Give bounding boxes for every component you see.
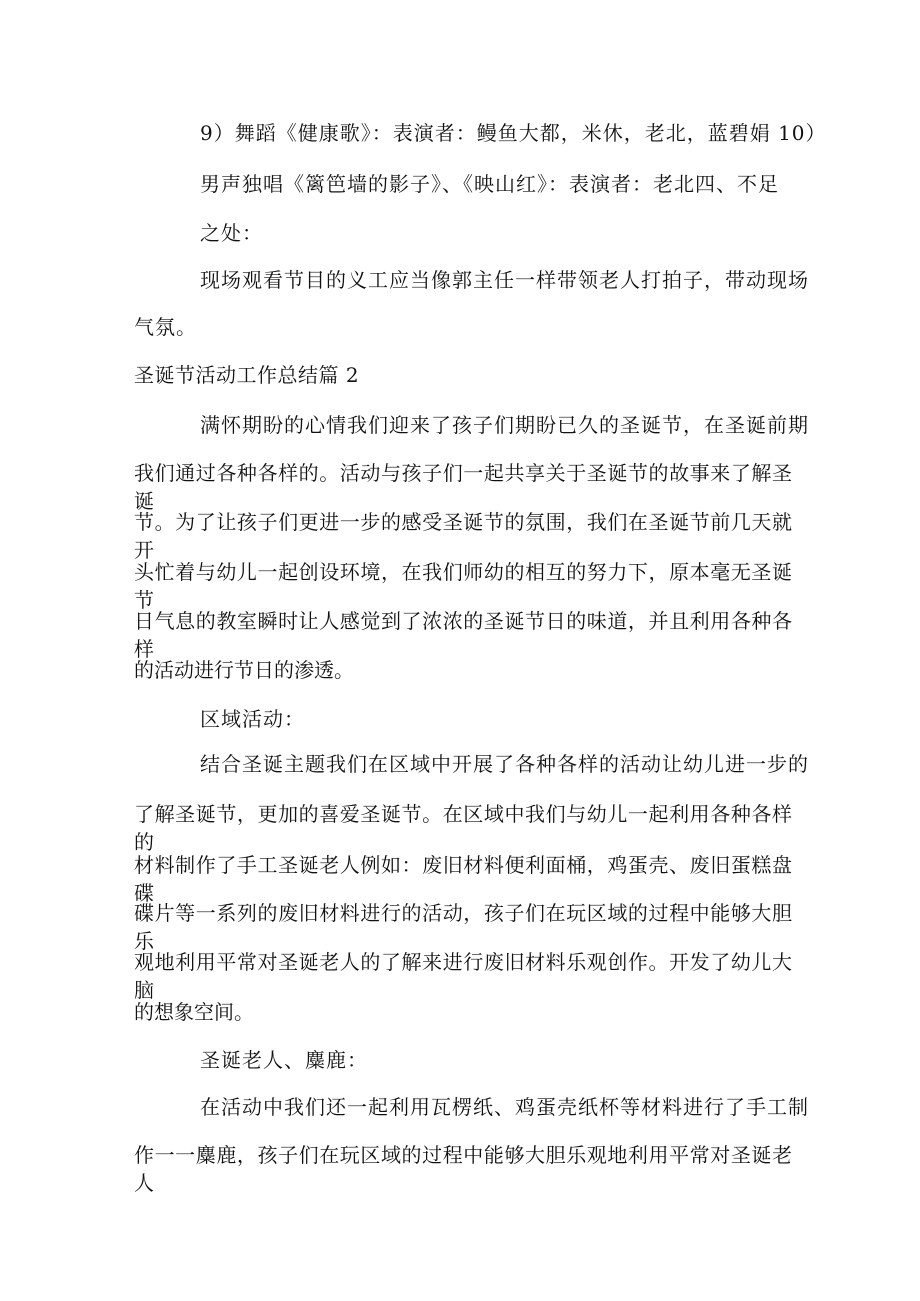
text-line-1: 9）舞蹈《健康歌》：表演者：鳗鱼大都，米休，老北，蓝碧娟 10） [200, 121, 827, 145]
text-line-12: 的活动进行节日的渗透。 [134, 658, 354, 682]
subheading-regional-activity: 区域活动： [200, 707, 305, 731]
text-line-2: 男声独唱《篱笆墙的影子》、《映山红》：表演者：老北四、不足 [200, 172, 779, 196]
text-line-17: 碟片等一系列的废旧材料进行的活动，孩子们在玩区域的过程中能够大胆乐 [134, 901, 792, 953]
text-line-18: 观地利用平常对圣诞老人的了解来进行废旧材料乐观创作。开发了幼儿大脑 [134, 950, 792, 1002]
section-heading: 圣诞节活动工作总结篇 2 [134, 363, 360, 387]
text-line-7: 满怀期盼的心情我们迎来了孩子们期盼已久的圣诞节，在圣诞前期 [200, 413, 809, 437]
text-line-4: 现场观看节目的义工应当像郭主任一样带领老人打拍子，带动现场 [200, 268, 809, 292]
text-line-19: 的想象空间。 [134, 1000, 254, 1024]
text-line-10: 头忙着与幼儿一起创设环境，在我们师幼的相互的努力下，原本毫无圣诞节 [134, 560, 792, 612]
text-line-11: 日气息的教室瞬时让人感觉到了浓浓的圣诞节日的味道，并且利用各种各样 [134, 609, 792, 661]
text-line-5: 气氛。 [134, 315, 197, 339]
text-line-16: 材料制作了手工圣诞老人例如：废旧材料便利面桶，鸡蛋壳、废旧蛋糕盘碟 [134, 853, 792, 905]
text-line-8: 我们通过各种各样的。活动与孩子们一起共享关于圣诞节的故事来了解圣诞 [134, 461, 792, 513]
subheading-santa-reindeer: 圣诞老人、麋鹿： [200, 1048, 368, 1072]
text-line-22: 作一一麋鹿，孩子们在玩区域的过程中能够大胆乐观地利用平常对圣诞老人 [134, 1143, 792, 1195]
text-line-14: 结合圣诞主题我们在区域中开展了各种各样的活动让幼儿进一步的 [200, 752, 809, 776]
text-line-15: 了解圣诞节，更加的喜爱圣诞节。在区域中我们与幼儿一起利用各种各样的 [134, 802, 792, 854]
text-line-21: 在活动中我们还一起利用瓦楞纸、鸡蛋壳纸杯等材料进行了手工制 [200, 1095, 809, 1119]
text-line-3: 之处： [200, 221, 263, 245]
text-line-9: 节。为了让孩子们更进一步的感受圣诞节的氛围，我们在圣诞节前几天就开 [134, 510, 792, 562]
